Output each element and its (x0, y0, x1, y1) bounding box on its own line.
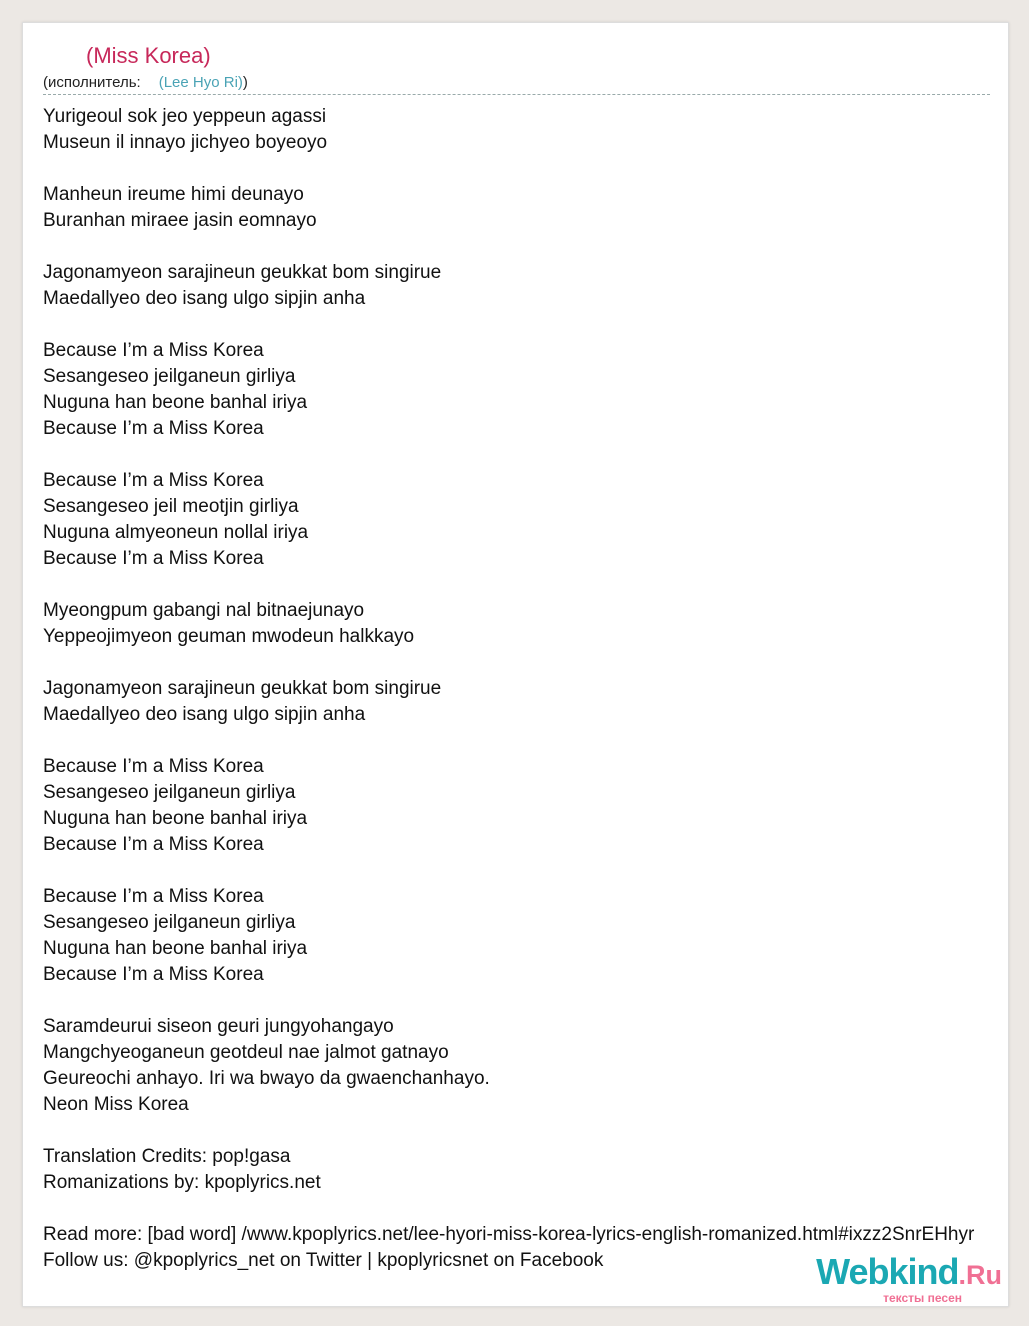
lyric-line: Neon Miss Korea (43, 1094, 189, 1115)
lyric-line: Buranhan miraee jasin eomnayo (43, 210, 317, 231)
lyric-line: Translation Credits: pop!gasa (43, 1146, 291, 1167)
song-title: (Miss Korea) (86, 43, 211, 68)
lyric-line: Yeppeojimyeon geuman mwodeun halkkayo (43, 626, 415, 647)
artist-label: (исполнитель: (43, 74, 141, 91)
lyric-line: Jagonamyeon sarajineun geukkat bom singirue (43, 262, 442, 283)
logo-suffix: .Ru (958, 1260, 1002, 1290)
lyric-line: Geureochi anhayo. Iri wa bwayo da gwaenchanhayo. (43, 1068, 490, 1089)
divider (43, 94, 990, 95)
lyric-line: Sesangeseo jeilganeun girliya (43, 782, 296, 803)
lyric-line: Maedallyeo deo isang ulgo sipjin anha (43, 704, 366, 725)
lyric-line: Manheun ireume himi deunayo (43, 184, 304, 205)
artist-link[interactable]: (Lee Hyo Ri) (158, 74, 243, 91)
lyric-line: Because I’m a Miss Korea (43, 470, 264, 491)
lyric-line: Because I’m a Miss Korea (43, 340, 264, 361)
lyric-line: Because I’m a Miss Korea (43, 756, 264, 777)
lyric-line (43, 858, 974, 884)
lyric-line (43, 312, 974, 338)
lyric-line (43, 442, 974, 468)
lyric-line (43, 156, 974, 182)
lyric-line: Because I’m a Miss Korea (43, 964, 264, 985)
lyric-line: Sesangeseo jeil meotjin girliya (43, 496, 299, 517)
lyric-line: Nuguna han beone banhal iriya (43, 808, 308, 829)
lyric-line (43, 650, 974, 676)
lyric-line: Sesangeseo jeilganeun girliya (43, 912, 296, 933)
lyric-line: Nuguna han beone banhal iriya (43, 938, 308, 959)
artist-line (43, 74, 248, 91)
lyric-line: Museun il innayo jichyeo boyeoyo (43, 132, 328, 153)
lyric-line: Read more: [bad word] /www.kpoplyrics.net/lee-hyori-miss-korea-lyrics-english-romanized.html#ixzz2SnrEHhyr (43, 1224, 975, 1245)
lyric-line (43, 1118, 974, 1144)
lyric-line: Myeongpum gabangi nal bitnaejunayo (43, 600, 365, 621)
lyrics-card (22, 22, 1009, 1307)
lyric-line: Sesangeseo jeilganeun girliya (43, 366, 296, 387)
lyric-line: Follow us: @kpoplyrics_net on Twitter | kpoplyricsnet on Facebook (43, 1250, 604, 1271)
logo-main: Webkind (816, 1251, 959, 1292)
lyric-line: Because I’m a Miss Korea (43, 886, 264, 907)
lyric-line (43, 234, 974, 260)
artist-close: ) (242, 74, 248, 91)
logo-tagline: тексты песен (883, 1291, 962, 1305)
lyric-line: Because I’m a Miss Korea (43, 548, 264, 569)
lyric-line (43, 728, 974, 754)
lyric-line: Saramdeurui siseon geuri jungyohangayo (43, 1016, 394, 1037)
lyric-line: Yurigeoul sok jeo yeppeun agassi (43, 106, 327, 127)
lyric-line: Maedallyeo deo isang ulgo sipjin anha (43, 288, 366, 309)
lyric-line (43, 988, 974, 1014)
lyric-line: Nuguna almyeoneun nollal iriya (43, 522, 309, 543)
lyric-line: Because I’m a Miss Korea (43, 418, 264, 439)
logo-wordmark (816, 1253, 1002, 1291)
lyric-line (43, 572, 974, 598)
lyric-line: Mangchyeoganeun geotdeul nae jalmot gatnayo (43, 1042, 449, 1063)
lyric-line: Jagonamyeon sarajineun geukkat bom singirue (43, 678, 442, 699)
lyric-line: Romanizations by: kpoplyrics.net (43, 1172, 321, 1193)
webkind-logo[interactable] (816, 1253, 1002, 1305)
lyric-line: Nuguna han beone banhal iriya (43, 392, 308, 413)
lyrics-text (43, 104, 974, 1274)
lyric-line: Because I’m a Miss Korea (43, 834, 264, 855)
lyric-line (43, 1196, 974, 1222)
